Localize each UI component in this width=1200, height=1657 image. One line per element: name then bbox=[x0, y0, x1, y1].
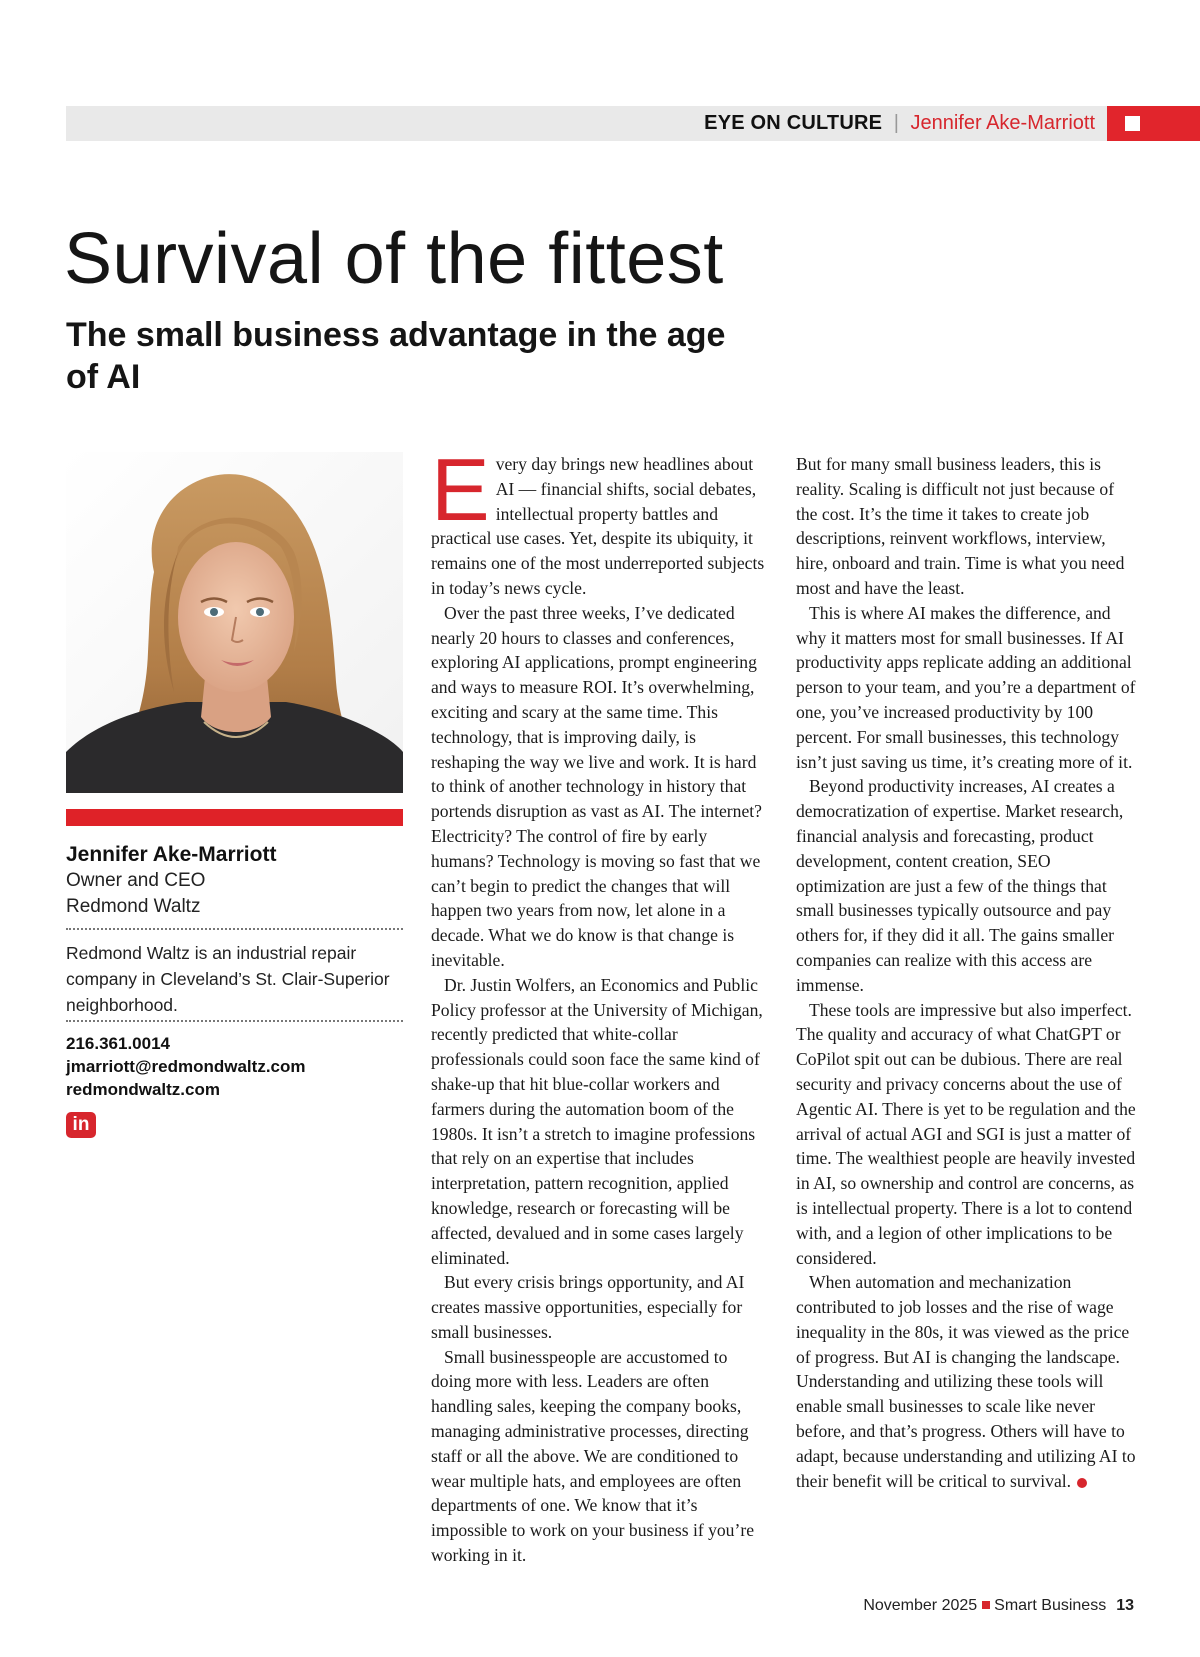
header-square-icon bbox=[1125, 116, 1140, 131]
author-website[interactable]: redmondwaltz.com bbox=[66, 1080, 220, 1099]
footer-square-icon bbox=[982, 1601, 990, 1609]
section-header-bar bbox=[66, 106, 1200, 141]
author-phone: 216.361.0014 bbox=[66, 1034, 170, 1053]
article-paragraph: Over the past three weeks, I’ve dedicated nearly 20 hours to classes and conferences, exploring AI applications, prompt engineering and ways to measure ROI. It’s overwhelming, exciting and scary at the same time. This technology, that is improving daily, is reshaping the way we live and work. It is hard to think of another technology in history that portends disruption as vast as AI. The internet? Electricity? The control of fire by early humans? Technology is moving so fast that we can’t begin to predict the changes that will happen two years from now, let alone in a decade. What we do know is that change is inevitable. bbox=[431, 602, 762, 970]
footer-date: November 2025 bbox=[863, 1597, 978, 1614]
section-header-text bbox=[704, 106, 1095, 141]
author-role: Owner and CEO bbox=[66, 870, 206, 891]
article-paragraph-last: When automation and mechanization contributed to job losses and the rise of wage inequality in the 80s, it was viewed as the price of progress. But AI is changing the landscape. Understanding and utilizing these tools will enable small businesses to scale like never before, and that’s progress. Others will have to adapt, because understanding and utilizing AI to their benefit will be critical to survival. bbox=[796, 1272, 1136, 1491]
photo-red-bar bbox=[66, 809, 403, 826]
article-subtitle: The small business advantage in the age of AI bbox=[66, 316, 726, 396]
section-name: EYE ON CULTURE bbox=[704, 112, 883, 134]
author-bio: Redmond Waltz is an industrial repair company in Cleveland’s St. Clair-Superior neighborhood. bbox=[66, 943, 390, 1015]
article-title: Survival of the fittest bbox=[64, 219, 724, 299]
dotted-divider bbox=[66, 928, 403, 930]
article-paragraph: Every day brings new headlines about AI — financial shifts, social debates, intellectual property battles and practical use cases. Yet, despite its ubiquity, it remains one of the most underreported subjects in today’s news cycle. bbox=[431, 440, 765, 598]
article-paragraph: But every crisis brings opportunity, and AI creates massive opportunities, especially for small businesses. bbox=[431, 1272, 745, 1342]
article-paragraph: This is where AI makes the difference, and why it matters most for small businesses. If AI productivity apps replicate adding an additional person to your team, and you’re a department of one, you’ve increased productivity by 100 percent. For small businesses, this technology isn’t just saving us time, it’s creating more of it. bbox=[796, 602, 1136, 772]
linkedin-icon[interactable]: in bbox=[66, 1112, 96, 1138]
footer-publication: Smart Business bbox=[994, 1597, 1107, 1614]
article-paragraph: But for many small business leaders, this is reality. Scaling is difficult not just because of the cost. It’s the time it takes to create job descriptions, reinvent workflows, interview, hire, onboard and train. Time is what you need most and have the least. bbox=[796, 454, 1125, 598]
article-column-2 bbox=[796, 452, 1138, 1493]
article-paragraph: Dr. Justin Wolfers, an Economics and Public Policy professor at the University of Michigan, recently predicted that white-collar professionals could soon face the same kind of shake-up that hit blue-collar workers and farmers during the automation boom of the 1980s. It isn’t a stretch to imagine professions that rely on an expertise that includes interpretation, pattern recognition, applied knowledge, research or forecasting will be affected, devalued and in some cases largely eliminated. bbox=[431, 974, 763, 1268]
drop-cap: E bbox=[431, 440, 490, 539]
article-column-1 bbox=[431, 440, 768, 1568]
page-footer bbox=[863, 1597, 1134, 1615]
header-separator: | bbox=[893, 112, 899, 134]
article-paragraph: These tools are impressive but also imperfect. The quality and accuracy of what ChatGPT or CoPilot spit out can be dubious. There are real security and privacy concerns about the use of Agentic AI. There is yet to be regulation and the arrival of actual AGI and SGI is just a matter of time. The wealthiest people are heavily invested in AI, so ownership and control are concerns, as is intellectual property. There is a lot to contend with, and a legion of other implications to be considered. bbox=[796, 999, 1136, 1268]
author-email[interactable]: jmarriott@redmondwaltz.com bbox=[66, 1057, 306, 1076]
author-company: Redmond Waltz bbox=[66, 896, 201, 917]
dotted-divider bbox=[66, 1020, 403, 1022]
end-of-article-dot bbox=[1077, 1478, 1087, 1488]
article-paragraph: Small businesspeople are accustomed to doing more with less. Leaders are often handling sales, keeping the company books, managing administrative processes, directing staff or all the above. We are conditioned to wear multiple hats, and employees are often departments of one. We know that it’s impossible to work on your business if you’re working in it. bbox=[431, 1346, 755, 1566]
page-number: 13 bbox=[1116, 1597, 1134, 1614]
header-author-name: Jennifer Ake-Marriott bbox=[910, 112, 1095, 134]
author-photo bbox=[66, 452, 403, 793]
header-accent-block bbox=[1107, 106, 1200, 141]
article-paragraph: Beyond productivity increases, AI creates a democratization of expertise. Market research, financial analysis and forecasting, product development, content creation, SEO optimization are just a few of the things that small businesses typically outsource and pay others for, if they did it all. The gains smaller companies can realize with this access are immense. bbox=[796, 776, 1124, 995]
author-name: Jennifer Ake-Marriott bbox=[66, 843, 277, 866]
